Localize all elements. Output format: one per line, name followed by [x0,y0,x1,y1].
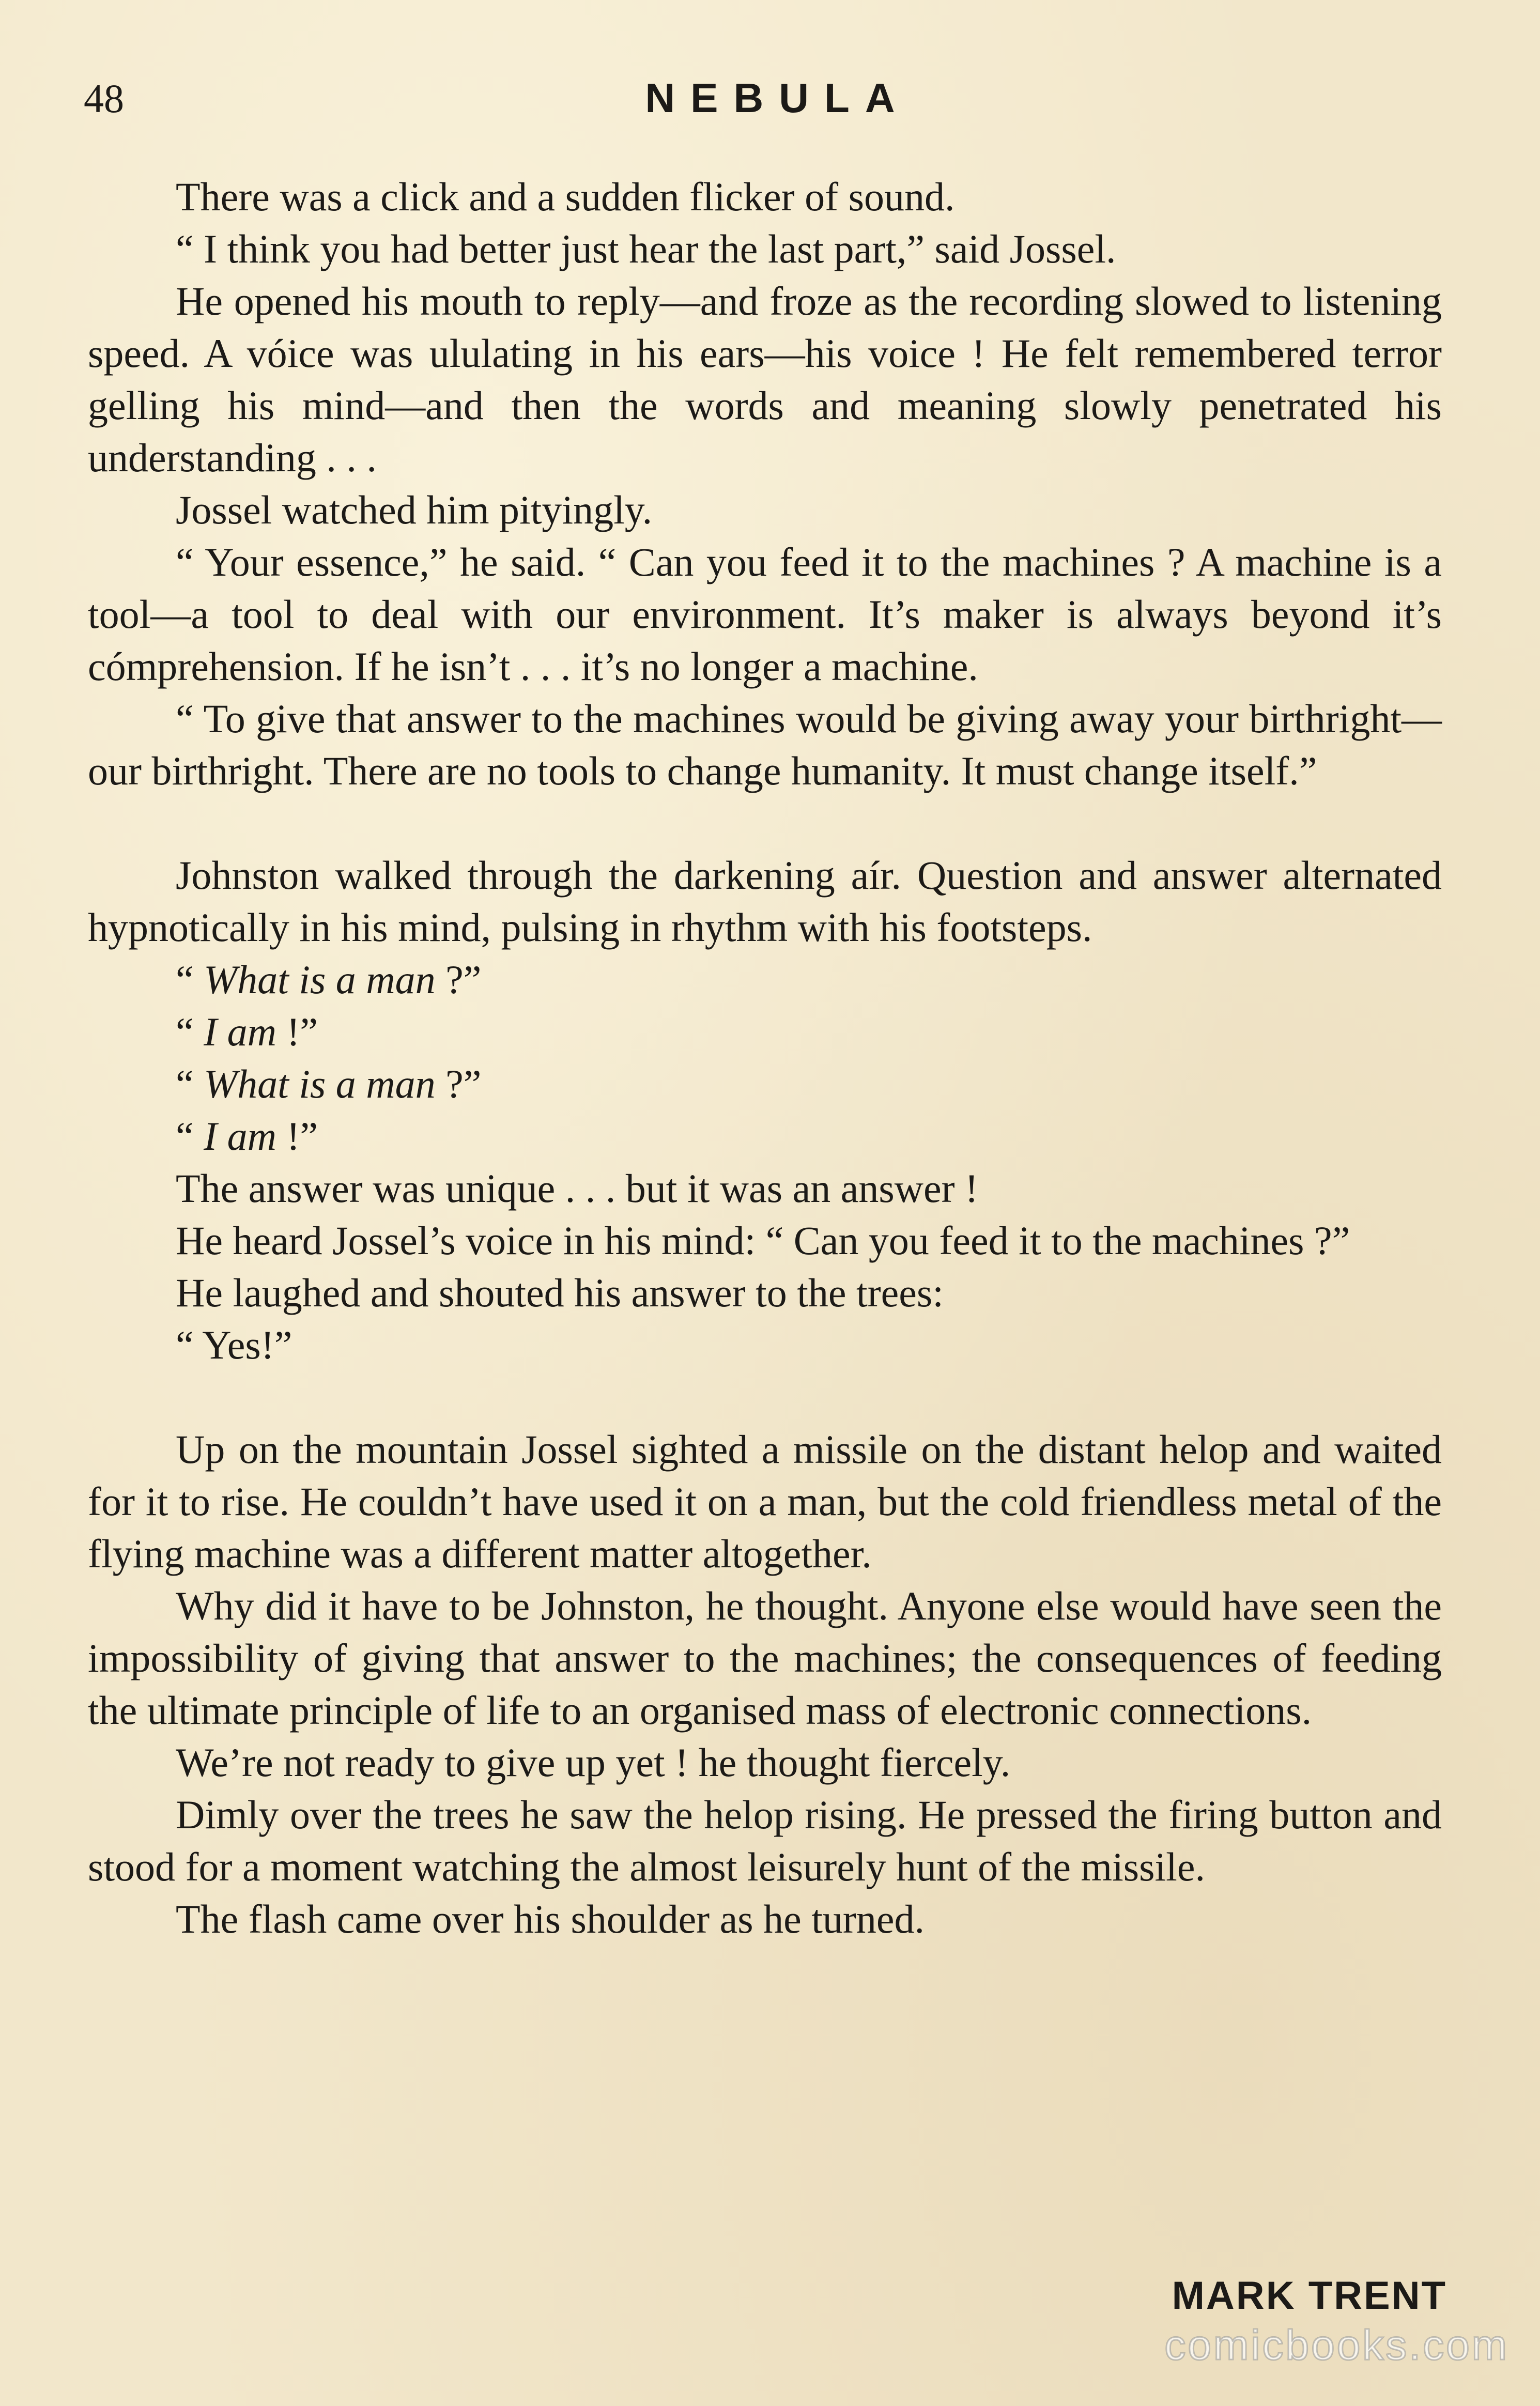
italic-question: What is a man [204,957,436,1002]
section-break [88,797,1442,849]
quote-open: “ [176,957,204,1002]
italic-answer: I am [204,1009,276,1054]
paragraph: He opened his mouth to reply—and froze as the recording slowed to listening speed. A vóice was ululating in his ears—his voice ! He felt remembered terror gelling his mind—and then the words and meaning slowly penetrated his understanding . . . [88,279,1442,480]
paragraph: “ Your essence,” he said. “ Can you feed it to the machines ? A machine is a tool—a tool to deal with our environment. It’s maker is always beyond it’s cómprehension. If he isn’t . . . it’s no longer a machine. [88,539,1442,689]
paragraph: He laughed and shouted his answer to the trees: [176,1270,944,1315]
quote-close: !” [276,1114,318,1159]
section-break [88,1371,1442,1423]
paragraph: Up on the mountain Jossel sighted a missile on the distant helop and waited for it to rise. He couldn’t have used it on a man, but the cold friendless metal of the flying machine was a different matter altogether. [88,1427,1442,1576]
paragraph: “ Yes!” [176,1322,292,1367]
author-byline: MARK TRENT [1172,2274,1447,2318]
italic-question: What is a man [204,1061,436,1106]
quote-open: “ [176,1061,204,1106]
quote-close: !” [276,1009,318,1054]
italic-answer: I am [204,1114,276,1159]
paragraph: Dimly over the trees he saw the helop rising. He pressed the firing button and stood for a moment watching the almost leisurely hunt of the missile. [88,1792,1442,1889]
quote-open: “ [176,1114,204,1159]
watermark-logo: comicbooks.com [1164,2322,1509,2369]
paragraph: We’re not ready to give up yet ! he thought fiercely. [176,1740,1011,1785]
paragraph: “ To give that answer to the machines would be giving away your birthright—our birthright. There are no tools to change humanity. It must change itself.” [88,696,1442,793]
dialogue-line [88,953,1442,1006]
quote-close: ?” [435,957,482,1002]
quote-open: “ [176,1009,204,1054]
quote-close: ?” [435,1061,482,1106]
story-text [88,171,1442,1945]
paragraph: He heard Jossel’s voice in his mind: “ Can you feed it to the machines ?” [176,1218,1350,1263]
dialogue-line [88,1006,1442,1058]
paragraph: Jossel watched him pityingly. [176,487,653,532]
paragraph: “ I think you had better just hear the last part,” said Jossel. [176,226,1116,271]
paragraph: The flash came over his shoulder as he turned. [176,1896,925,1941]
paragraph: Why did it have to be Johnston, he thought. Anyone else would have seen the impossibility of giving that answer to the machines; the consequences of feeding the ultimate principle of life to an organised mass of electronic connections. [88,1583,1442,1733]
paragraph: The answer was unique . . . but it was an answer ! [176,1166,979,1211]
running-title: NEBULA [645,75,911,121]
paragraph: There was a click and a sudden flicker of sound. [176,174,955,219]
dialogue-line [88,1058,1442,1110]
paragraph: Johnston walked through the darkening aír. Question and answer alternated hypnotically in his mind, pulsing in rhythm with his footsteps. [88,853,1442,950]
dialogue-line [88,1110,1442,1162]
page-number: 48 [84,76,124,121]
